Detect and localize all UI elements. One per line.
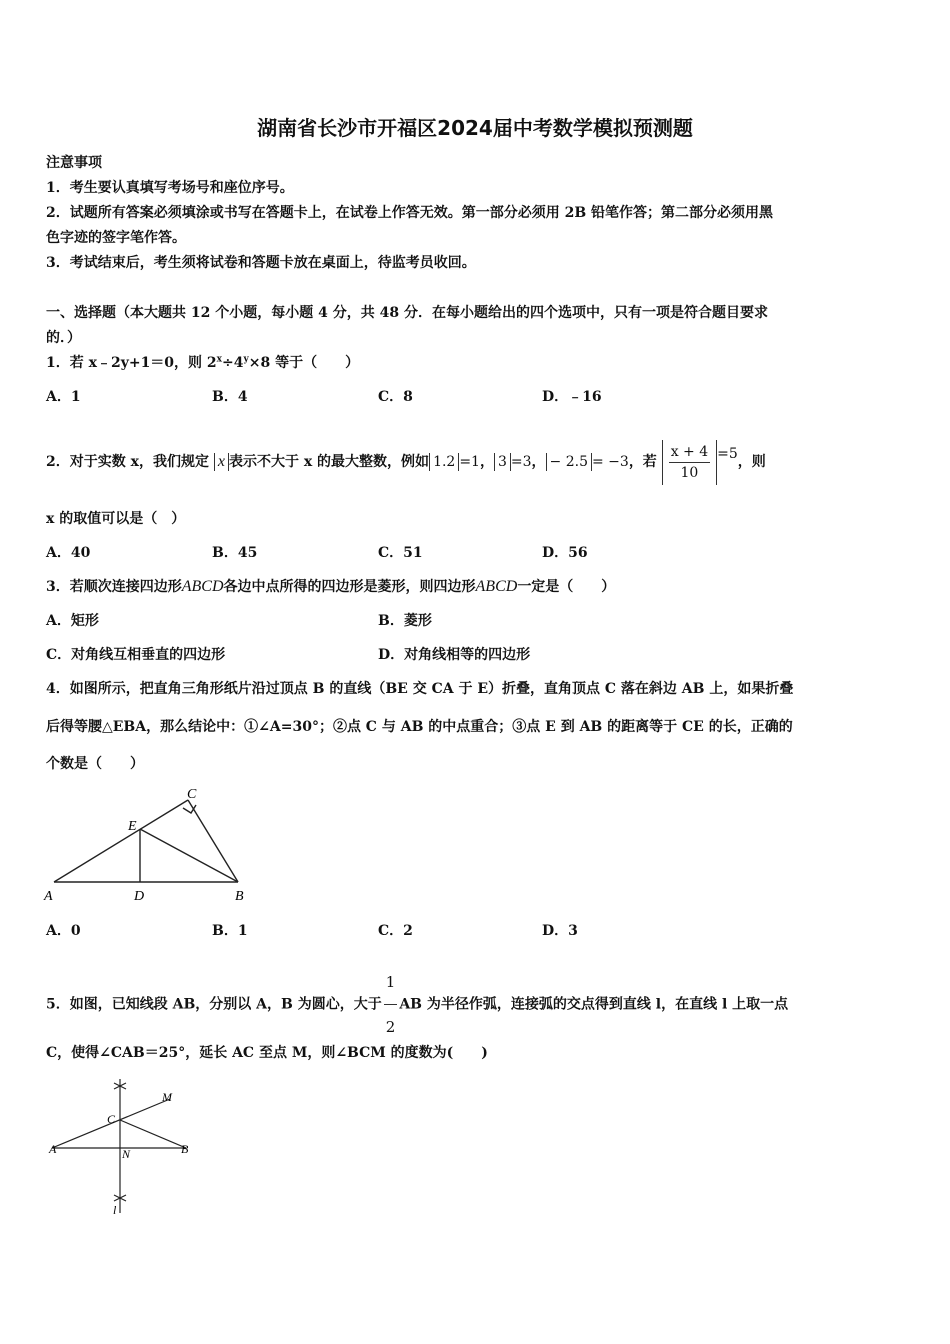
q4-label-a: A [44, 889, 53, 904]
q5-label-a: A [49, 1142, 57, 1156]
question-4-line-2: 后得等腰△EBA，那么结论中：①∠A=30°；②点 C 与 AB 的中点重合；③点 E 到 AB 的距离等于 CE 的长，正确的 [46, 719, 793, 735]
q4-triangle-figure [40, 782, 255, 907]
q4-option-d: D．3 [542, 923, 578, 939]
q4-option-b: B．1 [212, 923, 248, 939]
q1-text-pre: 1．若 x﹣2y+1＝0，则 2 [46, 355, 217, 371]
q2-floor-x: x [214, 453, 229, 471]
q3-option-a: A．矩形 [46, 613, 99, 629]
q4-label-e: E [128, 819, 137, 834]
q5-construction-figure [40, 1075, 210, 1220]
q2-floor-3: 3 [494, 453, 511, 471]
q2-floor-neg-2-5: − 2.5 [546, 453, 592, 471]
q2-option-b: B．45 [212, 545, 258, 561]
q2-text-3: ，则 [737, 454, 766, 470]
notice-heading: 注意事项 [46, 155, 102, 171]
question-1-stem [46, 352, 359, 372]
q4-label-d: D [134, 889, 145, 904]
q2-fraction-numerator: x + 4 [669, 442, 710, 463]
q3-option-c: C．对角线互相垂直的四边形 [46, 647, 226, 663]
q1-option-c: C．8 [378, 389, 413, 405]
question-5-line-2: C，使得∠CAB＝25°，延长 AC 至点 M，则∠BCM 的度数为( ) [46, 1045, 488, 1061]
question-4-line-1: 4．如图所示，把直角三角形纸片沿过顶点 B 的直线（BE 交 CA 于 E）折叠，直角顶点 C 落在斜边 AB 上，如果折叠 [46, 681, 794, 697]
q5-label-l: l [113, 1203, 117, 1217]
q3-var-2: ABCD [475, 578, 518, 595]
q1-text-mid: ÷4 [222, 355, 244, 371]
q5-fraction-numerator: 1 [384, 960, 398, 1005]
q1-text-post: ×8 等于（ ） [248, 355, 360, 371]
question-3-stem [46, 576, 615, 596]
q4-label-b: B [235, 889, 244, 904]
q2-fraction-denominator: 10 [680, 464, 699, 481]
q2-floor-1-2: 1.2 [429, 453, 459, 471]
q3-text-1: 3．若顺次连接四边形 [46, 579, 182, 595]
q1-option-a: A．1 [46, 389, 81, 405]
question-2-stem [46, 434, 766, 485]
q2-eq-2: =3 [510, 454, 532, 470]
q5-label-c: C [107, 1112, 116, 1126]
section-heading-line-2: 的．） [46, 330, 81, 346]
q2-option-a: A．40 [46, 545, 91, 561]
notice-item-1: 1．考生要认真填写考场号和座位序号。 [46, 180, 294, 196]
page-title: 湖南省长沙市开福区2024届中考数学模拟预测题 [257, 116, 693, 140]
q5-text-1: 5．如图，已知线段 AB，分别以 A，B 为圆心，大于 [46, 996, 382, 1013]
q1-exponent-y: y [243, 354, 249, 365]
q3-text-2: 各边中点所得的四边形是菱形，则四边形 [223, 579, 476, 595]
q1-exponent-x: x [216, 354, 223, 365]
q2-option-c: C．51 [378, 545, 423, 561]
question-5-stem [46, 960, 788, 1049]
q2-text-1: 2．对于实数 x，我们规定 [46, 454, 209, 470]
q4-option-a: A．0 [46, 923, 81, 939]
q4-option-c: C．2 [378, 923, 413, 939]
question-2-line-2: x 的取值可以是（ ） [46, 511, 186, 527]
q2-option-d: D．56 [542, 545, 588, 561]
q5-text-2: AB 为半径作弧，连接弧的交点得到直线 l，在直线 l 上取一点 [399, 996, 789, 1013]
q2-floor-fraction [662, 440, 717, 485]
q5-label-b: B [181, 1142, 189, 1156]
notice-item-2-line-1: 2．试题所有答案必须填涂或书写在答题卡上，在试卷上作答无效。第一部分必须用 2B 铅笔作答；第二部分必须用黑 [46, 205, 774, 221]
notice-item-3: 3．考试结束后，考生须将试卷和答题卡放在桌面上，待监考员收回。 [46, 255, 476, 271]
q2-text-2: 表示不大于 x 的最大整数，例如 [228, 454, 430, 470]
q2-comma-2: ， [531, 454, 546, 470]
q4-label-c: C [187, 787, 197, 802]
q2-eq-1: =1 [459, 454, 480, 470]
q2-comma-1: ， [479, 454, 494, 470]
q1-option-b: B．4 [212, 389, 248, 405]
notice-item-2-line-2: 色字迹的签字笔作答。 [46, 230, 186, 246]
q5-label-m: M [162, 1090, 172, 1104]
q3-option-b: B．菱形 [378, 613, 432, 629]
question-4-line-3: 个数是（ ） [46, 756, 144, 772]
q2-eq-5: =5 [717, 446, 738, 462]
q3-var-1: ABCD [181, 578, 224, 595]
q3-option-d: D．对角线相等的四边形 [378, 647, 531, 663]
section-heading-line-1: 一、选择题（本大题共 12 个小题，每小题 4 分，共 48 分．在每小题给出的四个选项中，只有一项是符合题目要求 [46, 305, 768, 321]
q2-eq-3: = −3 [591, 454, 629, 470]
q5-label-n: N [122, 1147, 131, 1161]
q5-fraction-denominator: 2 [385, 1018, 396, 1036]
q1-option-d: D．﹣16 [542, 389, 602, 405]
q2-comma-3: ，若 [628, 454, 657, 470]
q3-text-3: 一定是（ ） [517, 579, 616, 595]
